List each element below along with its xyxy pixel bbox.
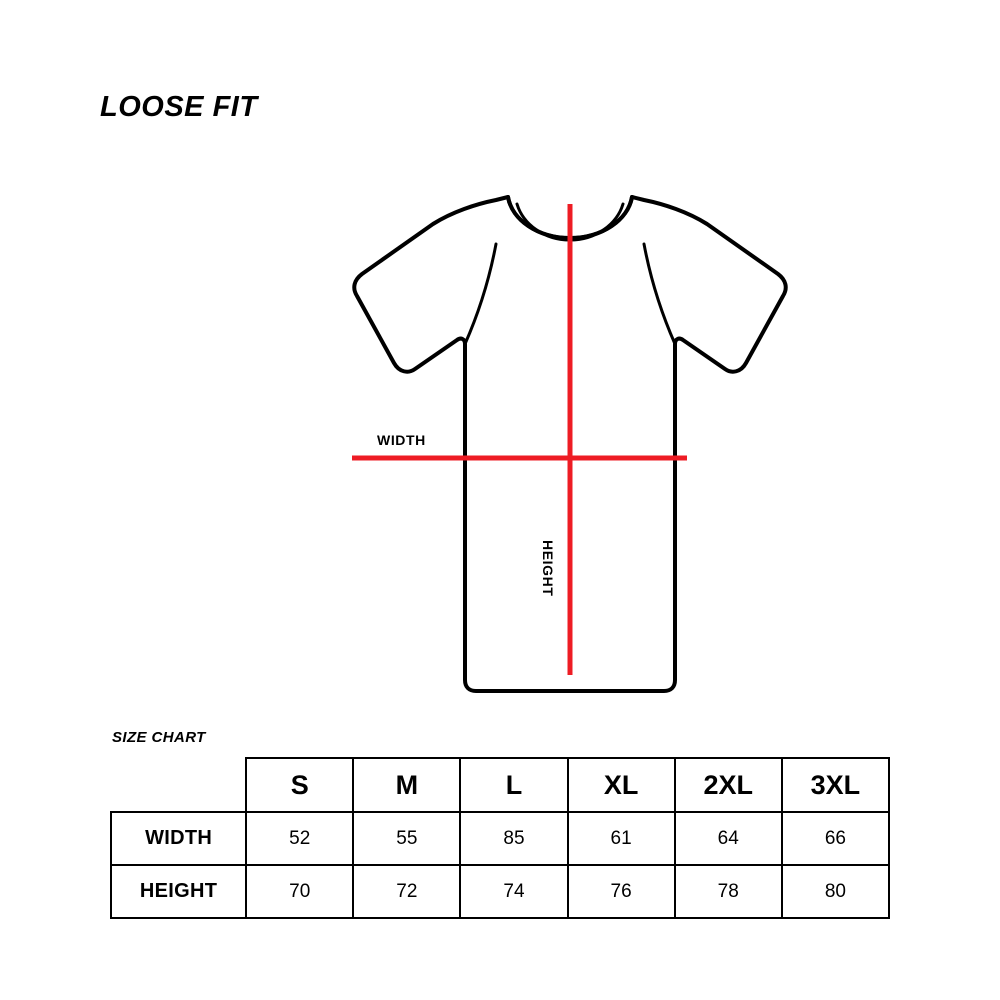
cell-width-l: 85: [460, 812, 567, 865]
column-header-s: S: [246, 758, 353, 812]
width-label: WIDTH: [377, 432, 426, 448]
cell-height-m: 72: [353, 865, 460, 918]
column-header-3xl: 3XL: [782, 758, 889, 812]
cell-width-s: 52: [246, 812, 353, 865]
page-title: LOOSE FIT: [100, 91, 258, 123]
cell-height-xl: 76: [568, 865, 675, 918]
table-row: [111, 812, 889, 865]
column-header-m: M: [353, 758, 460, 812]
column-header-xl: XL: [568, 758, 675, 812]
column-header-l: L: [460, 758, 567, 812]
tshirt-illustration: [190, 180, 810, 710]
cell-height-s: 70: [246, 865, 353, 918]
column-header-2xl: 2XL: [675, 758, 782, 812]
tshirt-diagram: [190, 180, 810, 710]
cell-height-3xl: 80: [782, 865, 889, 918]
cell-height-l: 74: [460, 865, 567, 918]
cell-width-xl: 61: [568, 812, 675, 865]
size-chart-table: [110, 757, 890, 919]
cell-width-m: 55: [353, 812, 460, 865]
table-row: [111, 865, 889, 918]
cell-width-2xl: 64: [675, 812, 782, 865]
row-header-height: HEIGHT: [111, 865, 246, 918]
height-label: HEIGHT: [540, 540, 556, 597]
cell-width-3xl: 66: [782, 812, 889, 865]
table-header-row: [111, 758, 889, 812]
row-header-width: WIDTH: [111, 812, 246, 865]
cell-height-2xl: 78: [675, 865, 782, 918]
size-chart-caption: SIZE CHART: [112, 729, 206, 746]
table-corner-cell: [111, 758, 246, 812]
